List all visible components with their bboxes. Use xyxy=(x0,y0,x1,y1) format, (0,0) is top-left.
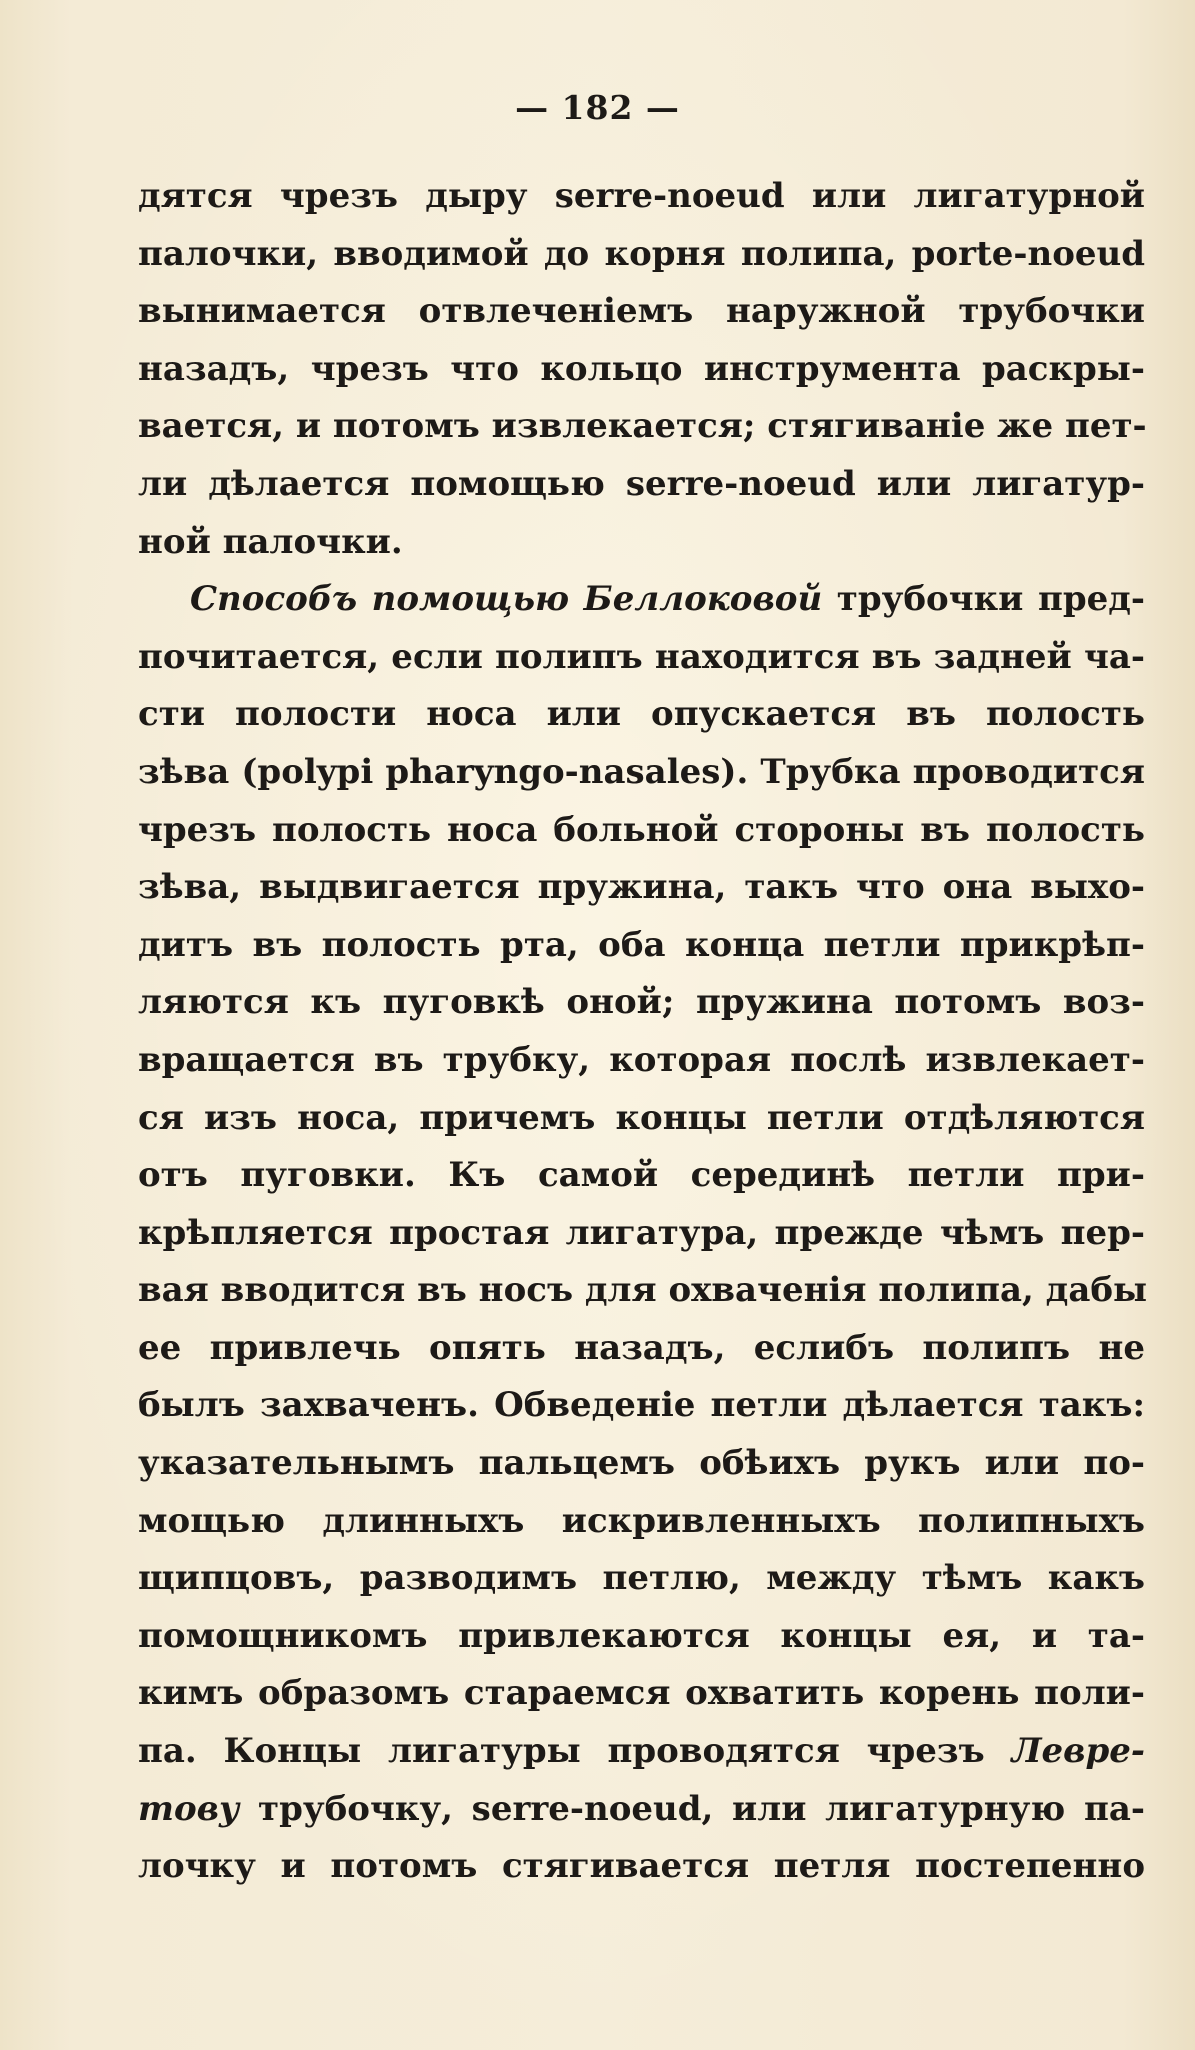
text-line-08 xyxy=(138,571,1145,629)
text-segment: ляются къ пуговкѣ оной; пружина потомъ воз- xyxy=(138,982,1145,1023)
text-segment: вая вводится въ носъ для охваченія полипа, дабы xyxy=(138,1270,1148,1311)
text-segment: сти полости носа или опускается въ полость xyxy=(138,694,1145,735)
text-segment: чрезъ полость носа больной стороны въ полость xyxy=(138,809,1145,850)
text-segment: вращается въ трубку, которая послѣ извлекает- xyxy=(138,1039,1145,1080)
text-segment: ее привлечь опять назадъ, еслибъ полипъ не xyxy=(138,1327,1145,1368)
body-text xyxy=(138,168,1148,1896)
text-segment: кимъ образомъ стараемся охватить корень поли- xyxy=(138,1673,1145,1714)
text-segment: мощью длинныхъ искривленныхъ полипныхъ xyxy=(138,1500,1145,1541)
text-line-15 xyxy=(138,974,1145,1032)
text-line-02 xyxy=(138,226,1145,284)
text-segment: отъ пуговки. Къ самой серединѣ петли при- xyxy=(138,1155,1145,1196)
text-line-13 xyxy=(138,859,1145,917)
text-segment: ной палочки. xyxy=(138,521,403,562)
text-line-25 xyxy=(138,1550,1145,1608)
text-line-19 xyxy=(138,1205,1145,1263)
text-line-20 xyxy=(138,1262,1148,1320)
text-line-28 xyxy=(138,1723,1145,1781)
text-segment: дитъ въ полость рта, оба конца петли прикрѣп- xyxy=(138,924,1145,965)
text-line-14 xyxy=(138,917,1145,975)
text-segment: тову xyxy=(138,1788,240,1829)
text-segment: трубочку, serre-noeud, или лигатурную па- xyxy=(239,1788,1145,1829)
text-segment: вынимается отвлеченіемъ наружной трубочки xyxy=(138,291,1145,332)
text-line-05 xyxy=(138,398,1145,456)
page-number: — 182 — xyxy=(515,88,680,127)
text-segment: дятся чрезъ дыру serre-noeud или лигатурной xyxy=(138,176,1145,216)
text-segment: почитается, если полипъ находится въ задней ча- xyxy=(138,636,1145,677)
text-segment: былъ захваченъ. Обведеніе петли дѣлается такъ: xyxy=(138,1385,1145,1426)
text-segment: лочку и потомъ стягивается петля постепенно xyxy=(138,1846,1145,1887)
text-line-24 xyxy=(138,1493,1145,1551)
text-segment: трубочки пред- xyxy=(822,579,1146,620)
text-line-18 xyxy=(138,1147,1145,1205)
text-segment: Левре- xyxy=(1011,1731,1145,1772)
text-line-11 xyxy=(138,744,1145,802)
text-line-30 xyxy=(138,1838,1145,1896)
text-segment: Способъ помощью Беллоковой xyxy=(190,579,823,620)
text-segment: вается, и потомъ извлекается; стягиваніе же пет- xyxy=(138,406,1147,447)
text-line-09 xyxy=(138,629,1145,687)
text-line-21 xyxy=(138,1320,1145,1378)
text-line-27 xyxy=(138,1665,1145,1723)
text-line-26 xyxy=(138,1608,1145,1666)
text-line-01 xyxy=(138,168,1145,226)
text-line-04 xyxy=(138,341,1145,399)
text-segment: ся изъ носа, причемъ концы петли отдѣляются xyxy=(138,1097,1145,1138)
text-segment: па. Концы лигатуры проводятся чрезъ xyxy=(138,1731,1012,1772)
text-line-07 xyxy=(138,514,1145,572)
text-line-06 xyxy=(138,456,1145,514)
text-line-10 xyxy=(138,686,1145,744)
text-segment: щипцовъ, разводимъ петлю, между тѣмъ какъ xyxy=(138,1558,1145,1599)
text-line-03 xyxy=(138,283,1145,341)
text-segment: назадъ, чрезъ что кольцо инструмента раскры- xyxy=(138,348,1145,389)
text-line-12 xyxy=(138,802,1145,860)
text-line-16 xyxy=(138,1032,1145,1090)
text-segment: указательнымъ пальцемъ обѣихъ рукъ или по- xyxy=(138,1443,1145,1484)
text-line-23 xyxy=(138,1435,1145,1493)
text-segment: зѣва (polypi pharyngo-nasales). Трубка проводится xyxy=(138,751,1145,792)
text-segment: крѣпляется простая лигатура, прежде чѣмъ пер- xyxy=(138,1212,1145,1253)
text-line-29 xyxy=(138,1781,1145,1839)
text-line-17 xyxy=(138,1090,1145,1148)
text-segment: помощникомъ привлекаются концы ея, и та- xyxy=(138,1615,1145,1656)
text-segment: палочки, вводимой до корня полипа, porte-noeud xyxy=(138,233,1145,274)
text-segment: зѣва, выдвигается пружина, такъ что она выхо- xyxy=(138,867,1145,908)
text-segment: ли дѣлается помощью serre-noeud или лигатур- xyxy=(138,463,1145,504)
text-line-22 xyxy=(138,1377,1145,1435)
